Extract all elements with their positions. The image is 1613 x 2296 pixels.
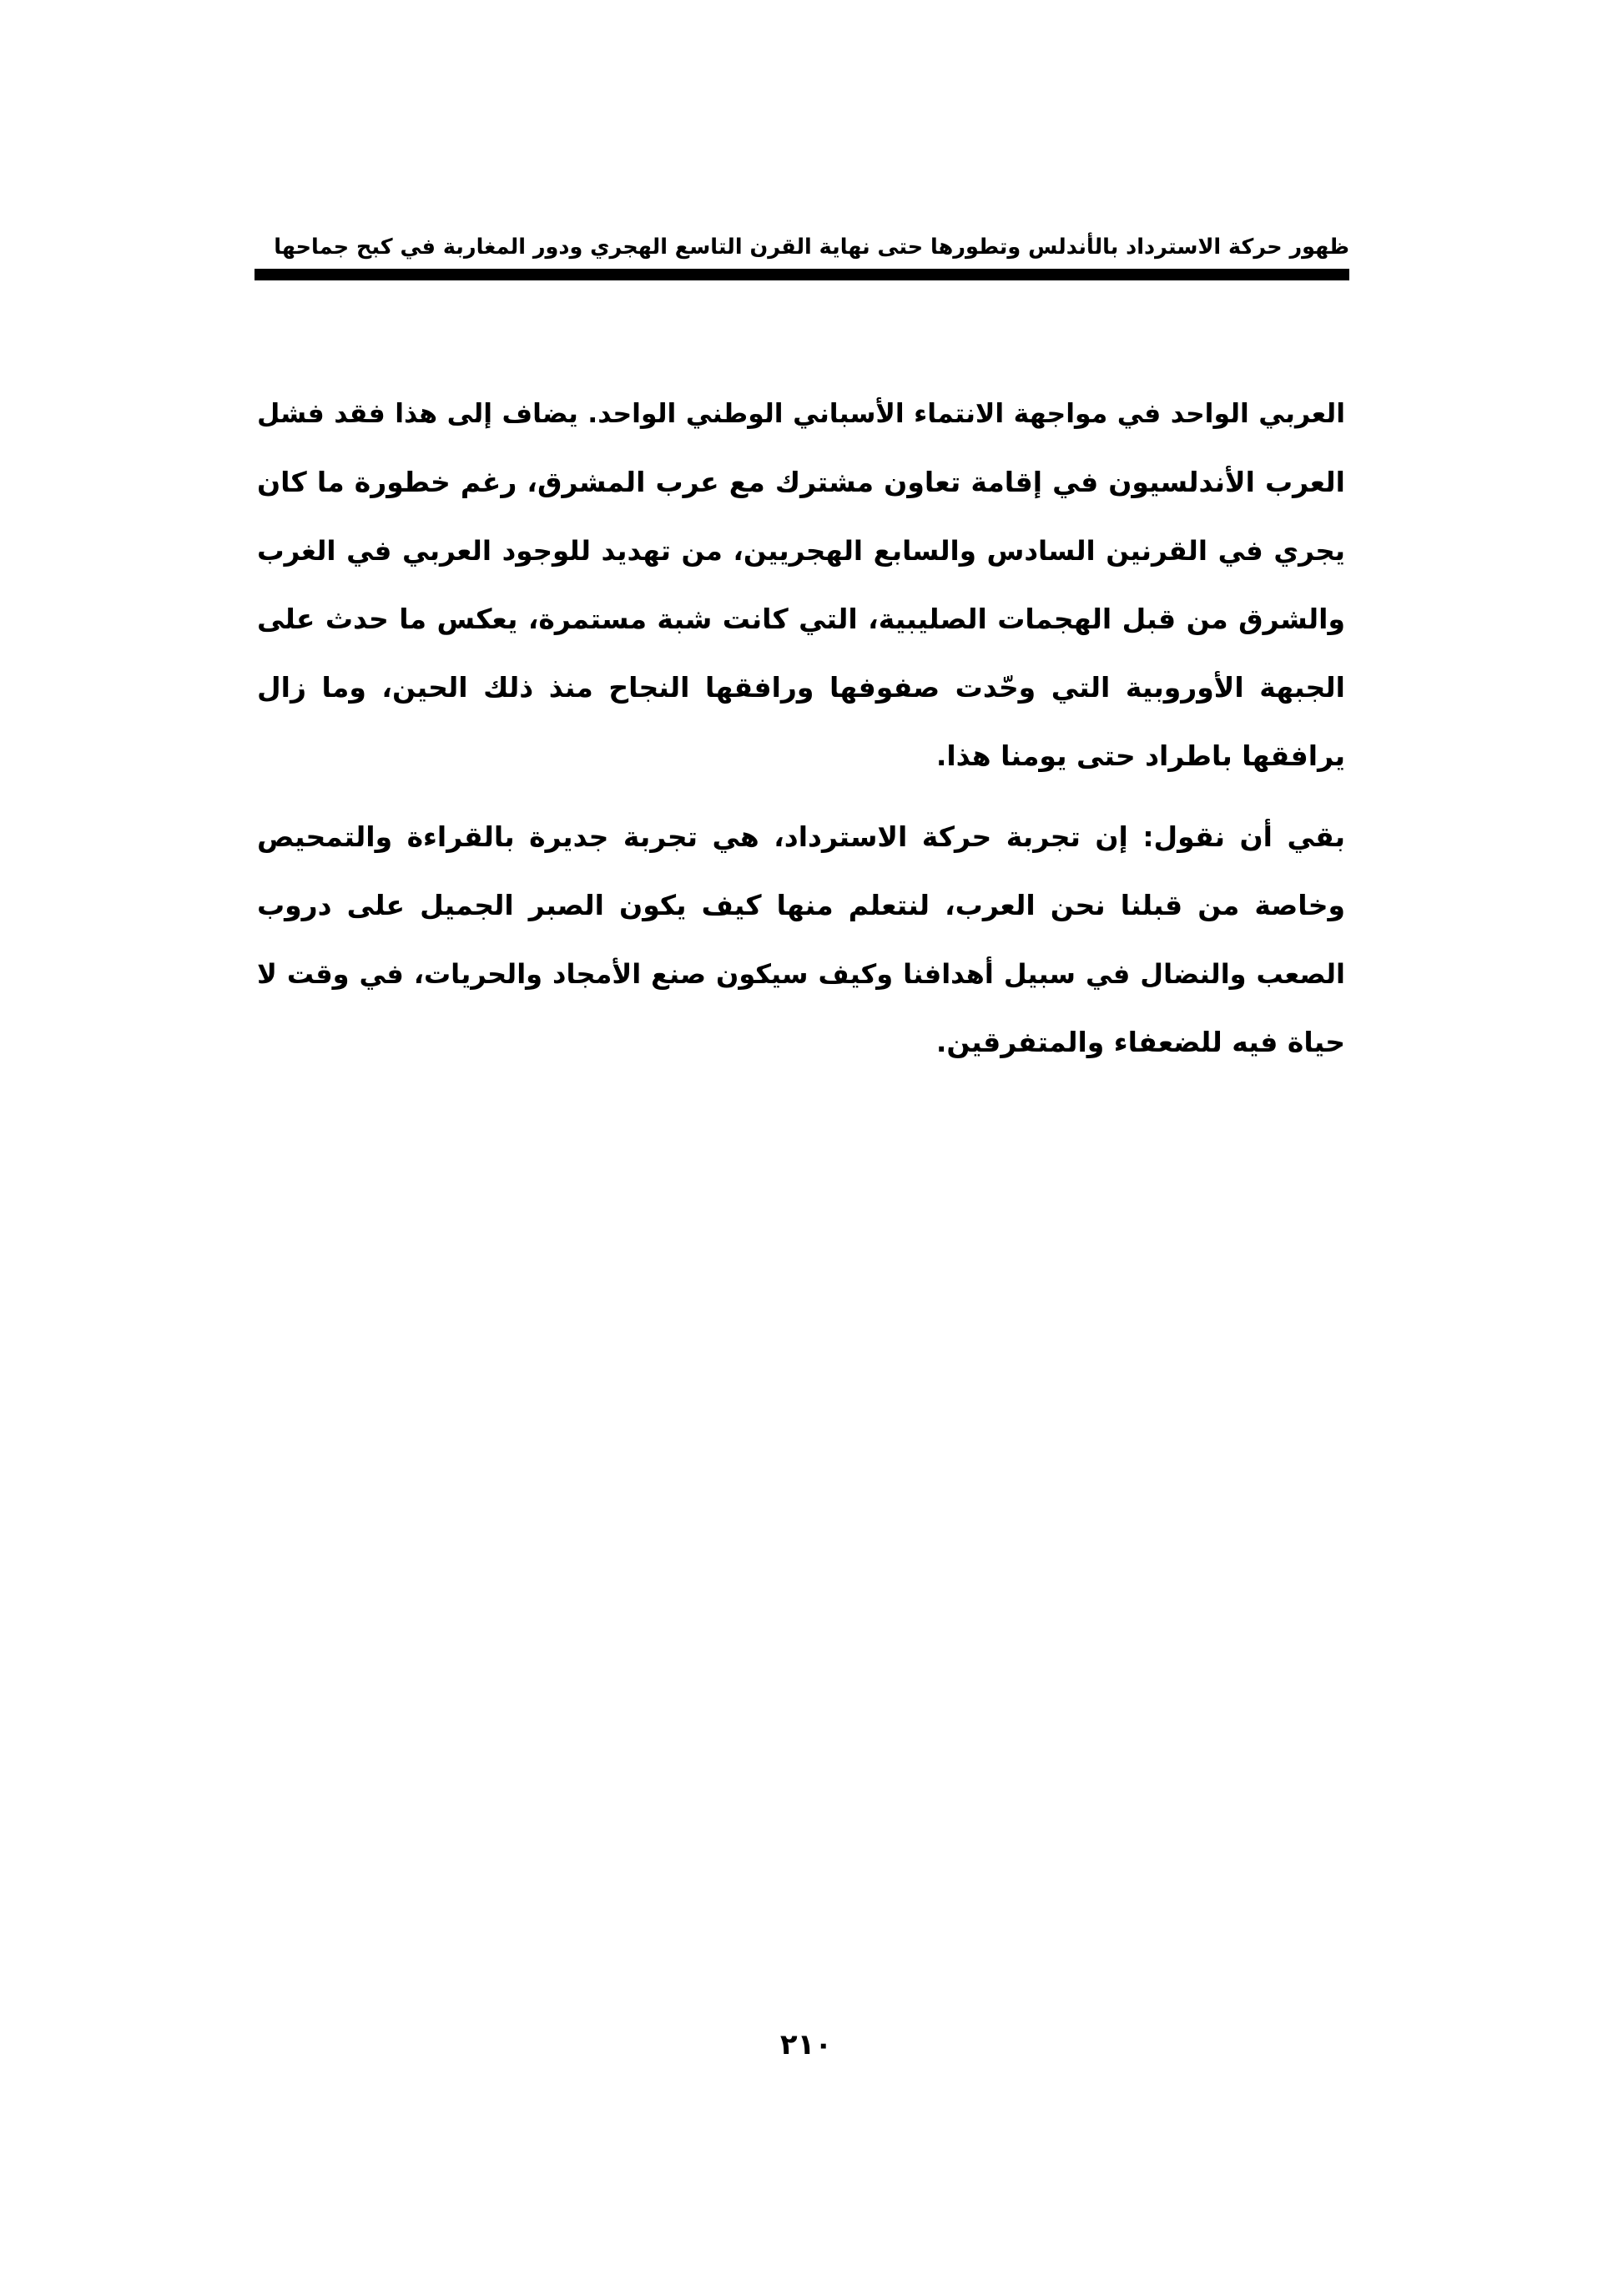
text-line: الصعب والنضال في سبيل أهدافنا وكيف سيكون صنع الأمجاد والحريات، في وقت لا [257,958,1345,990]
paragraph-2 [257,803,1345,1077]
text-line: وخاصة من قبلنا نحن العرب، لنتعلم منها كيف يكون الصبر الجميل على دروب [257,889,1345,921]
text-line: يرافقها باطراد حتى يومنا هذا. [935,739,1345,772]
text-line: بقي أن نقول: إن تجربة حركة الاسترداد، هي تجربة جديرة بالقراءة والتمحيص [257,820,1345,853]
text-line: الجبهة الأوروبية التي وحّدت صفوفها ورافقها النجاح منذ ذلك الحين، وما زال [257,671,1345,704]
running-header: ظهور حركة الاسترداد بالأندلس وتطورها حتى نهاية القرن التاسع الهجري ودور المغاربة في كبح جماحها [274,235,1349,260]
header-rule [255,269,1349,280]
text-line: يجري في القرنين السادس والسابع الهجريين، من تهديد للوجود العربي في الغرب [257,535,1345,567]
paragraph-1 [257,380,1345,790]
text-line: والشرق من قبل الهجمات الصليبية، التي كانت شبة مستمرة، يعكس ما حدث على [257,603,1345,635]
text-line: العرب الأندلسيون في إقامة تعاون مشترك مع عرب المشرق، رغم خطورة ما كان [257,466,1345,498]
text-line: حياة فيه للضعفاء والمتفرقين. [935,1026,1345,1058]
page-number: ٢١٠ [779,2028,833,2061]
text-line: العربي الواحد في مواجهة الانتماء الأسباني الوطني الواحد. يضاف إلى هذا فقد فشل [257,399,1345,429]
body-text [257,380,1345,1077]
